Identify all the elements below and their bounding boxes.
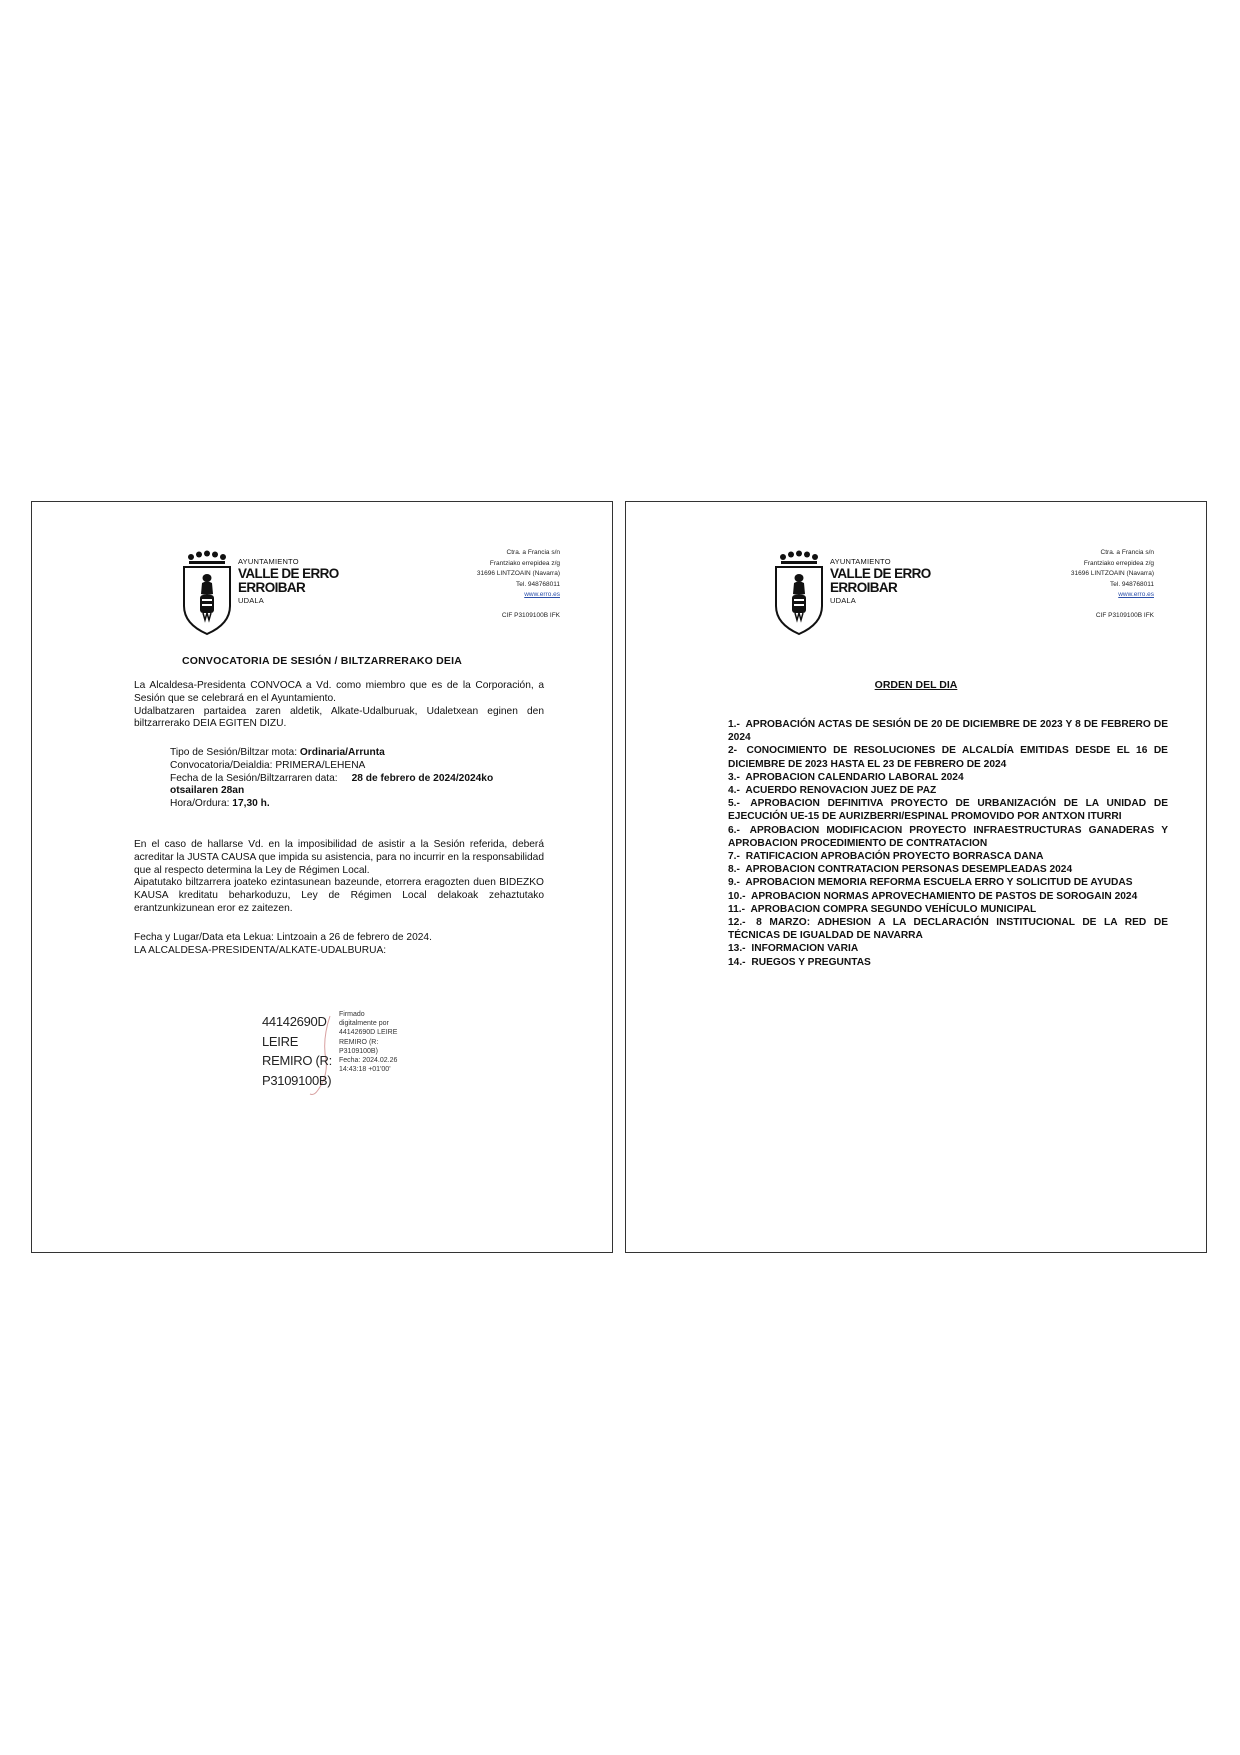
orden-del-dia-page <box>625 501 1207 1253</box>
signature-detail-line: Firmado <box>339 1011 365 1018</box>
convocatoria-page <box>31 501 613 1253</box>
agenda-item: 2- CONOCIMIENTO DE RESOLUCIONES DE ALCALDÍA EMITIDAS DESDE EL 16 DE DICIEMBRE DE 2023 HASTA EL 23 DE FEBRERO DE 2024 <box>728 745 1168 770</box>
agenda-item: 8.- APROBACION CONTRATACION PERSONAS DESEMPLEADAS 2024 <box>728 864 1073 876</box>
agenda-item: 11.- APROBACION COMPRA SEGUNDO VEHÍCULO MUNICIPAL <box>728 903 1037 915</box>
intro-paragraph-es: La Alcaldesa-Presidenta CONVOCA a Vd. como miembro que es de la Corporación, a Sesión que se celebrará en el Ayuntamiento. <box>134 680 544 704</box>
municipality-logo <box>772 550 932 640</box>
orden-del-dia-title: ORDEN DEL DIA <box>874 679 958 691</box>
municipality-address <box>477 548 560 621</box>
logo-line-valle: VALLE DE ERRO <box>830 565 931 581</box>
logo-line-erroibar: ERROIBAR <box>830 580 898 595</box>
signature-name-line: 44142690D <box>262 1014 327 1029</box>
date-place: Fecha y Lugar/Data eta Lekua: Lintzoain a 26 de febrero de 2024. <box>134 932 432 943</box>
logo-line-udala: UDALA <box>238 595 265 605</box>
fecha-value: 28 de febrero de 2024/2024ko otsailaren 28an <box>170 772 494 797</box>
signature-name-line: P3109100B) <box>262 1072 332 1088</box>
agenda-item: 13.- INFORMACION VARIA <box>728 943 859 955</box>
coat-of-arms-icon <box>772 550 826 636</box>
website-link[interactable]: www.erro.es <box>524 591 560 598</box>
municipality-address <box>1071 548 1154 621</box>
coat-of-arms-icon <box>180 550 234 636</box>
address-line: 31696 LINTZOAIN (Navarra) <box>1070 570 1154 577</box>
address-line: Ctra. a Francia s/n <box>506 549 560 556</box>
hora-label: Hora/Ordura: <box>170 798 230 810</box>
agenda-item: 7.- RATIFICACION APROBACIÓN PROYECTO BORRASCA DANA <box>728 851 1044 863</box>
signature-detail-line: digitalmente por <box>339 1020 389 1028</box>
municipality-logo <box>180 550 340 640</box>
signature-detail-line: REMIRO (R: <box>339 1038 379 1046</box>
excuse-text <box>134 839 544 916</box>
convocatoria-label: Convocatoria/Deialdia: <box>170 759 273 771</box>
signature-name-line: REMIRO (R: <box>262 1053 332 1068</box>
logo-line-ayuntamiento: AYUNTAMIENTO <box>238 557 299 566</box>
hora-value: 17,30 h. <box>232 798 270 810</box>
logo-line-udala: UDALA <box>830 595 857 605</box>
address-line: Ctra. a Francia s/n <box>1100 549 1154 556</box>
agenda-item: 5.- APROBACION DEFINITIVA PROYECTO DE URBANIZACIÓN DE LA UNIDAD DE EJECUCIÓN UE-15 DE AURIZBERRI/ESPINAL PROMOVIDO POR ANTXON ITURRI <box>728 798 1168 823</box>
closing-text <box>134 932 544 958</box>
website-link[interactable]: www.erro.es <box>1118 591 1154 598</box>
cif-number: CIF P3109100B IFK <box>501 611 560 619</box>
agenda-item: 12.- 8 MARZO: ADHESION A LA DECLARACIÓN INSTITUCIONAL DE LA RED DE TÉCNICAS DE IGUALDAD DE NAVARRA <box>728 917 1168 942</box>
intro-paragraph-eu: Udalbatzaren partaidea zaren aldetik, Alkate-Udalburuak, Udaletxean eginen den biltzarrerako DEIA EGITEN DIZU. <box>134 705 544 730</box>
agenda-item: 10.- APROBACION NORMAS APROVECHAMIENTO DE PASTOS DE SOROGAIN 2024 <box>728 890 1138 902</box>
agenda-item: 4.- ACUERDO RENOVACION JUEZ DE PAZ <box>728 785 937 797</box>
excuse-paragraph-eu: Aipatutako biltzarrera joateko ezintasunean bazeunde, etorrera eragozten duen BIDEZKO KAUSA kreditatu beharkoduzu, Ley de Régimen Local delakoak zehaztutako erantzunkizunean eror ez zaitezen. <box>134 877 544 914</box>
fecha-label: Fecha de la Sesión/Biltzarraren data: <box>170 772 338 784</box>
agenda-list <box>728 718 1168 969</box>
address-phone: Tel. 948768011 <box>1110 580 1154 588</box>
address-line: 31696 LINTZOAIN (Navarra) <box>476 570 560 577</box>
logo-line-ayuntamiento: AYUNTAMIENTO <box>830 557 891 566</box>
tipo-label: Tipo de Sesión/Biltzar mota: <box>170 747 298 758</box>
convocatoria-value: PRIMERA/LEHENA <box>275 759 366 771</box>
signature-name-line: LEIRE <box>262 1033 299 1049</box>
excuse-paragraph-es: En el caso de hallarse Vd. en la imposibilidad de asistir a la Sesión referida, deberá acreditar la JUSTA CAUSA que impida su asistencia, para no incurrir en la responsabilidad que al respecto determina la Ley de Régimen Local. <box>134 839 544 876</box>
agenda-item: 1.- APROBACIÓN ACTAS DE SESIÓN DE 20 DE DICIEMBRE DE 2023 Y 8 DE FEBRERO DE 2024 <box>728 719 1168 744</box>
signature-detail-line: P3109100B) <box>339 1047 378 1055</box>
address-line: Frantziako errepidea z/g <box>489 559 560 567</box>
signatory-title: LA ALCALDESA-PRESIDENTA/ALKATE-UDALBURUA: <box>134 944 387 956</box>
convocatoria-title: CONVOCATORIA DE SESIÓN / BILTZARRERAKO DEIA <box>181 655 463 667</box>
session-details <box>134 747 544 811</box>
agenda-item: 3.- APROBACION CALENDARIO LABORAL 2024 <box>728 771 964 783</box>
tipo-value: Ordinaria/Arrunta <box>299 747 385 758</box>
cif-number: CIF P3109100B IFK <box>1095 611 1154 619</box>
agenda-item: 9.- APROBACION MEMORIA REFORMA ESCUELA ERRO Y SOLICITUD DE AYUDAS <box>728 877 1133 889</box>
address-line: Frantziako errepidea z/g <box>1083 559 1154 567</box>
agenda-item: 6.- APROBACION MODIFICACION PROYECTO INFRAESTRUCTURAS GANADERAS Y APROBACION PROCEDIMIENTO DE CONTRATACION <box>728 824 1168 849</box>
agenda-item: 14.- RUEGOS Y PREGUNTAS <box>728 956 871 968</box>
address-phone: Tel. 948768011 <box>516 580 560 588</box>
signature-detail-line: Fecha: 2024.02.26 <box>339 1057 398 1065</box>
logo-line-erroibar: ERROIBAR <box>238 580 306 595</box>
signature-detail-line: 14:43:18 +01'00' <box>339 1066 391 1074</box>
digital-signature <box>262 1010 462 1100</box>
signature-detail-line: 44142690D LEIRE <box>339 1029 398 1037</box>
intro-text <box>134 680 544 731</box>
logo-line-valle: VALLE DE ERRO <box>238 565 339 581</box>
